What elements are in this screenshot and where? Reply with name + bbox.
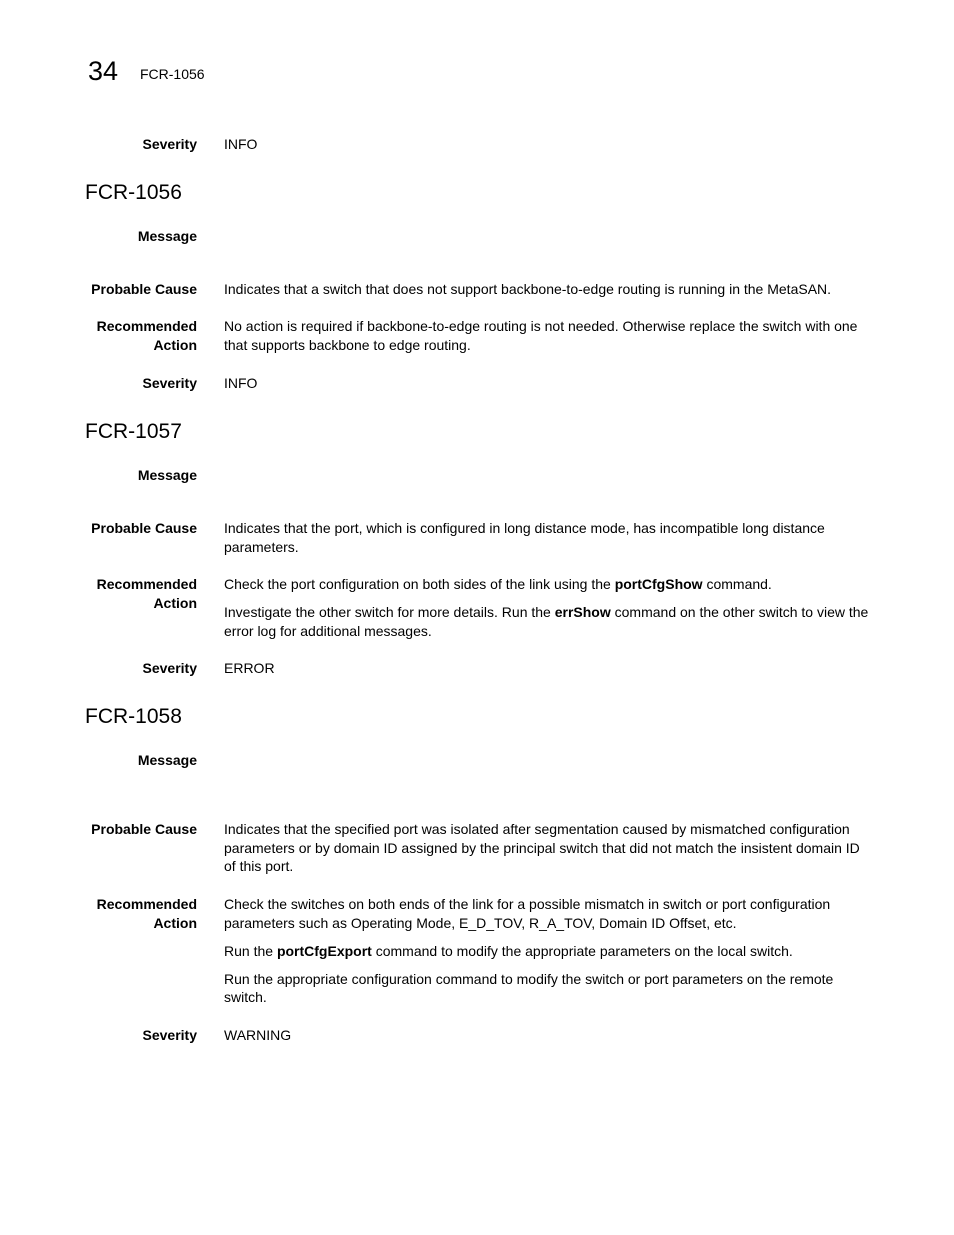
message-label: Message: [137, 467, 197, 483]
action-text: Check the port configuration on both sides of the link using the: [224, 576, 615, 592]
recommended-action-label: [97, 317, 197, 355]
message-label: Message: [137, 752, 197, 768]
header-title: FCR-1056: [140, 66, 205, 82]
recommended-label-line1: Recommended: [96, 576, 197, 592]
action-text: command.: [702, 576, 772, 592]
action-paragraph: Check the switches on both ends of the link for a possible mismatch in switch or port configuration parameters such as Operating Mode, E_D_TOV, R_A_TOV, Domain ID Offset, etc.: [224, 896, 831, 931]
section-title-fcr-1057: FCR-1057: [85, 420, 182, 443]
section-title-fcr-1056: FCR-1056: [85, 181, 182, 204]
action-text: command on the other switch to view the error log for additional messages.: [224, 604, 869, 639]
severity-label: Severity: [142, 136, 197, 152]
recommended-action-label: [97, 575, 197, 613]
action-paragraph: Run the appropriate configuration command to modify the switch or port parameters on the remote switch.: [224, 970, 834, 1005]
recommended-action-text: [224, 575, 874, 640]
severity-value: WARNING: [224, 1027, 292, 1043]
action-paragraph: [224, 575, 874, 594]
command-portcfgexport: portCfgExport: [276, 942, 372, 959]
command-portcfgshow: portCfgShow: [614, 576, 703, 592]
recommended-action-text: [224, 317, 874, 354]
probable-cause-label: Probable Cause: [91, 520, 197, 536]
probable-cause-label: Probable Cause: [91, 821, 197, 837]
probable-cause-text: Indicates that a switch that does not support backbone-to-edge routing is running in the MetaSAN.: [224, 281, 832, 297]
probable-cause-text: Indicates that the port, which is configured in long distance mode, has incompatible long distance parameters.: [224, 520, 825, 555]
severity-value: ERROR: [224, 660, 275, 676]
recommended-label-line2: Action: [153, 595, 197, 611]
message-label: Message: [137, 228, 197, 244]
severity-value: INFO: [224, 375, 258, 391]
recommended-action-text: [224, 895, 874, 1007]
recommended-action-label: [97, 895, 197, 933]
probable-cause-text: Indicates that the specified port was isolated after segmentation caused by mismatched configuration parameters or by domain ID assigned by the principal switch that did not match the insistent domain ID of this port.: [224, 821, 860, 874]
action-text: command to modify the appropriate parameters on the local switch.: [371, 942, 793, 959]
severity-label: Severity: [142, 1027, 197, 1043]
action-paragraph: [224, 603, 874, 640]
severity-value: INFO: [224, 136, 258, 152]
recommended-label-line2: Action: [153, 915, 197, 931]
action-paragraph: No action is required if backbone-to-edge routing is not needed. Otherwise replace the switch with one that supports backbone to edge routing.: [224, 318, 858, 353]
recommended-label-line2: Action: [153, 337, 197, 353]
severity-label: Severity: [142, 660, 197, 676]
recommended-label-line1: Recommended: [96, 318, 197, 334]
action-text: Investigate the other switch for more details. Run the: [224, 604, 555, 620]
command-errshow: errShow: [554, 604, 611, 620]
action-text: Run the: [224, 942, 277, 959]
chapter-number: 34: [88, 56, 119, 86]
section-title-fcr-1058: FCR-1058: [85, 705, 182, 728]
recommended-label-line1: Recommended: [96, 896, 197, 912]
probable-cause-label: Probable Cause: [91, 281, 197, 297]
action-paragraph: [224, 942, 874, 961]
severity-label: Severity: [142, 375, 197, 391]
